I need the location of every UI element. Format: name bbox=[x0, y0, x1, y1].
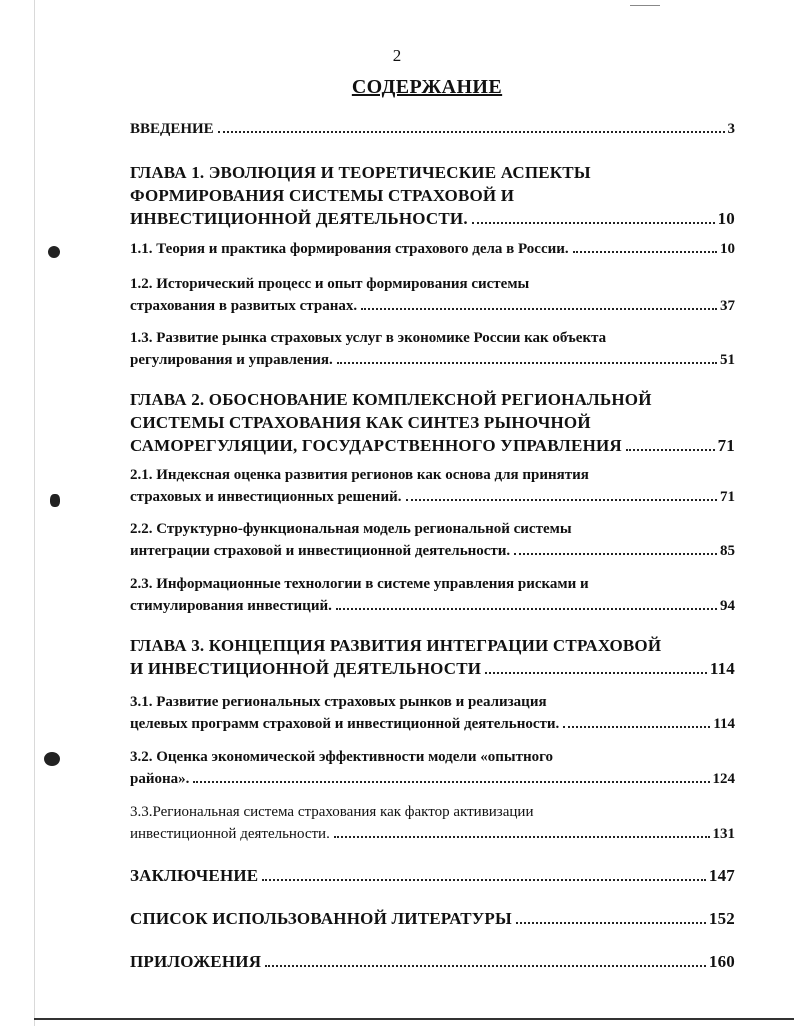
punch-hole-mark bbox=[44, 752, 60, 766]
toc-section: 3.1. Развитие региональных страховых рынков и реализация целевых программ страховой и инвестиционной деятельности. 114 bbox=[130, 694, 735, 732]
toc-section: 1.3. Развитие рынка страховых услуг в экономике России как объекта регулирования и управления. 51 bbox=[130, 330, 735, 368]
toc-section: 3.3.Региональная система страхования как фактор активизации инвестиционной деятельности. 131 bbox=[130, 804, 735, 842]
punch-hole-mark bbox=[50, 494, 60, 507]
page-number: 2 bbox=[392, 46, 402, 65]
toc-chapter: ГЛАВА 3. КОНЦЕПЦИЯ РАЗВИТИЯ ИНТЕГРАЦИИ СТРАХОВОЙ И ИНВЕСТИЦИОННОЙ ДЕЯТЕЛЬНОСТИ 114 bbox=[130, 636, 735, 678]
scan-border-left bbox=[34, 0, 35, 1026]
punch-hole-mark bbox=[48, 246, 60, 258]
toc-section: 1.1. Теория и практика формирования страхового дела в России. 10 bbox=[130, 241, 735, 257]
toc-entry: ЗАКЛЮЧЕНИЕ 147 bbox=[130, 866, 735, 885]
toc-section: 1.2. Исторический процесс и опыт формирования системы страхования в развитых странах. 37 bbox=[130, 276, 735, 314]
toc-section: 3.2. Оценка экономической эффективности модели «опытного района». 124 bbox=[130, 749, 735, 787]
scan-artifact-top bbox=[630, 5, 660, 6]
toc-section: 2.3. Информационные технологии в системе управления рисками и стимулирования инвестиций. 94 bbox=[130, 576, 735, 614]
scan-border-bottom bbox=[34, 1018, 794, 1020]
toc-entry: ПРИЛОЖЕНИЯ 160 bbox=[130, 952, 735, 971]
toc-entry: ВВЕДЕНИЕ 3 bbox=[130, 121, 735, 137]
page-title: СОДЕРЖАНИЕ bbox=[351, 76, 503, 98]
toc-chapter: ГЛАВА 1. ЭВОЛЮЦИЯ И ТЕОРЕТИЧЕСКИЕ АСПЕКТЫ ФОРМИРОВАНИЯ СИСТЕМЫ СТРАХОВОЙ И ИНВЕСТИЦИОННОЙ ДЕЯТЕЛЬНОСТИ. 10 bbox=[130, 163, 735, 228]
toc-entry: СПИСОК ИСПОЛЬЗОВАННОЙ ЛИТЕРАТУРЫ 152 bbox=[130, 909, 735, 928]
toc-section: 2.1. Индексная оценка развития регионов как основа для принятия страховых и инвестиционных решений. 71 bbox=[130, 467, 735, 505]
toc-section: 2.2. Структурно-функциональная модель региональной системы интеграции страховой и инвестиционной деятельности. 85 bbox=[130, 521, 735, 559]
toc-chapter: ГЛАВА 2. ОБОСНОВАНИЕ КОМПЛЕКСНОЙ РЕГИОНАЛЬНОЙ СИСТЕМЫ СТРАХОВАНИЯ КАК СИНТЕЗ РЫНОЧНОЙ САМОРЕГУЛЯЦИИ, ГОСУДАРСТВЕННОГО УПРАВЛЕНИЯ 71 bbox=[130, 390, 735, 455]
